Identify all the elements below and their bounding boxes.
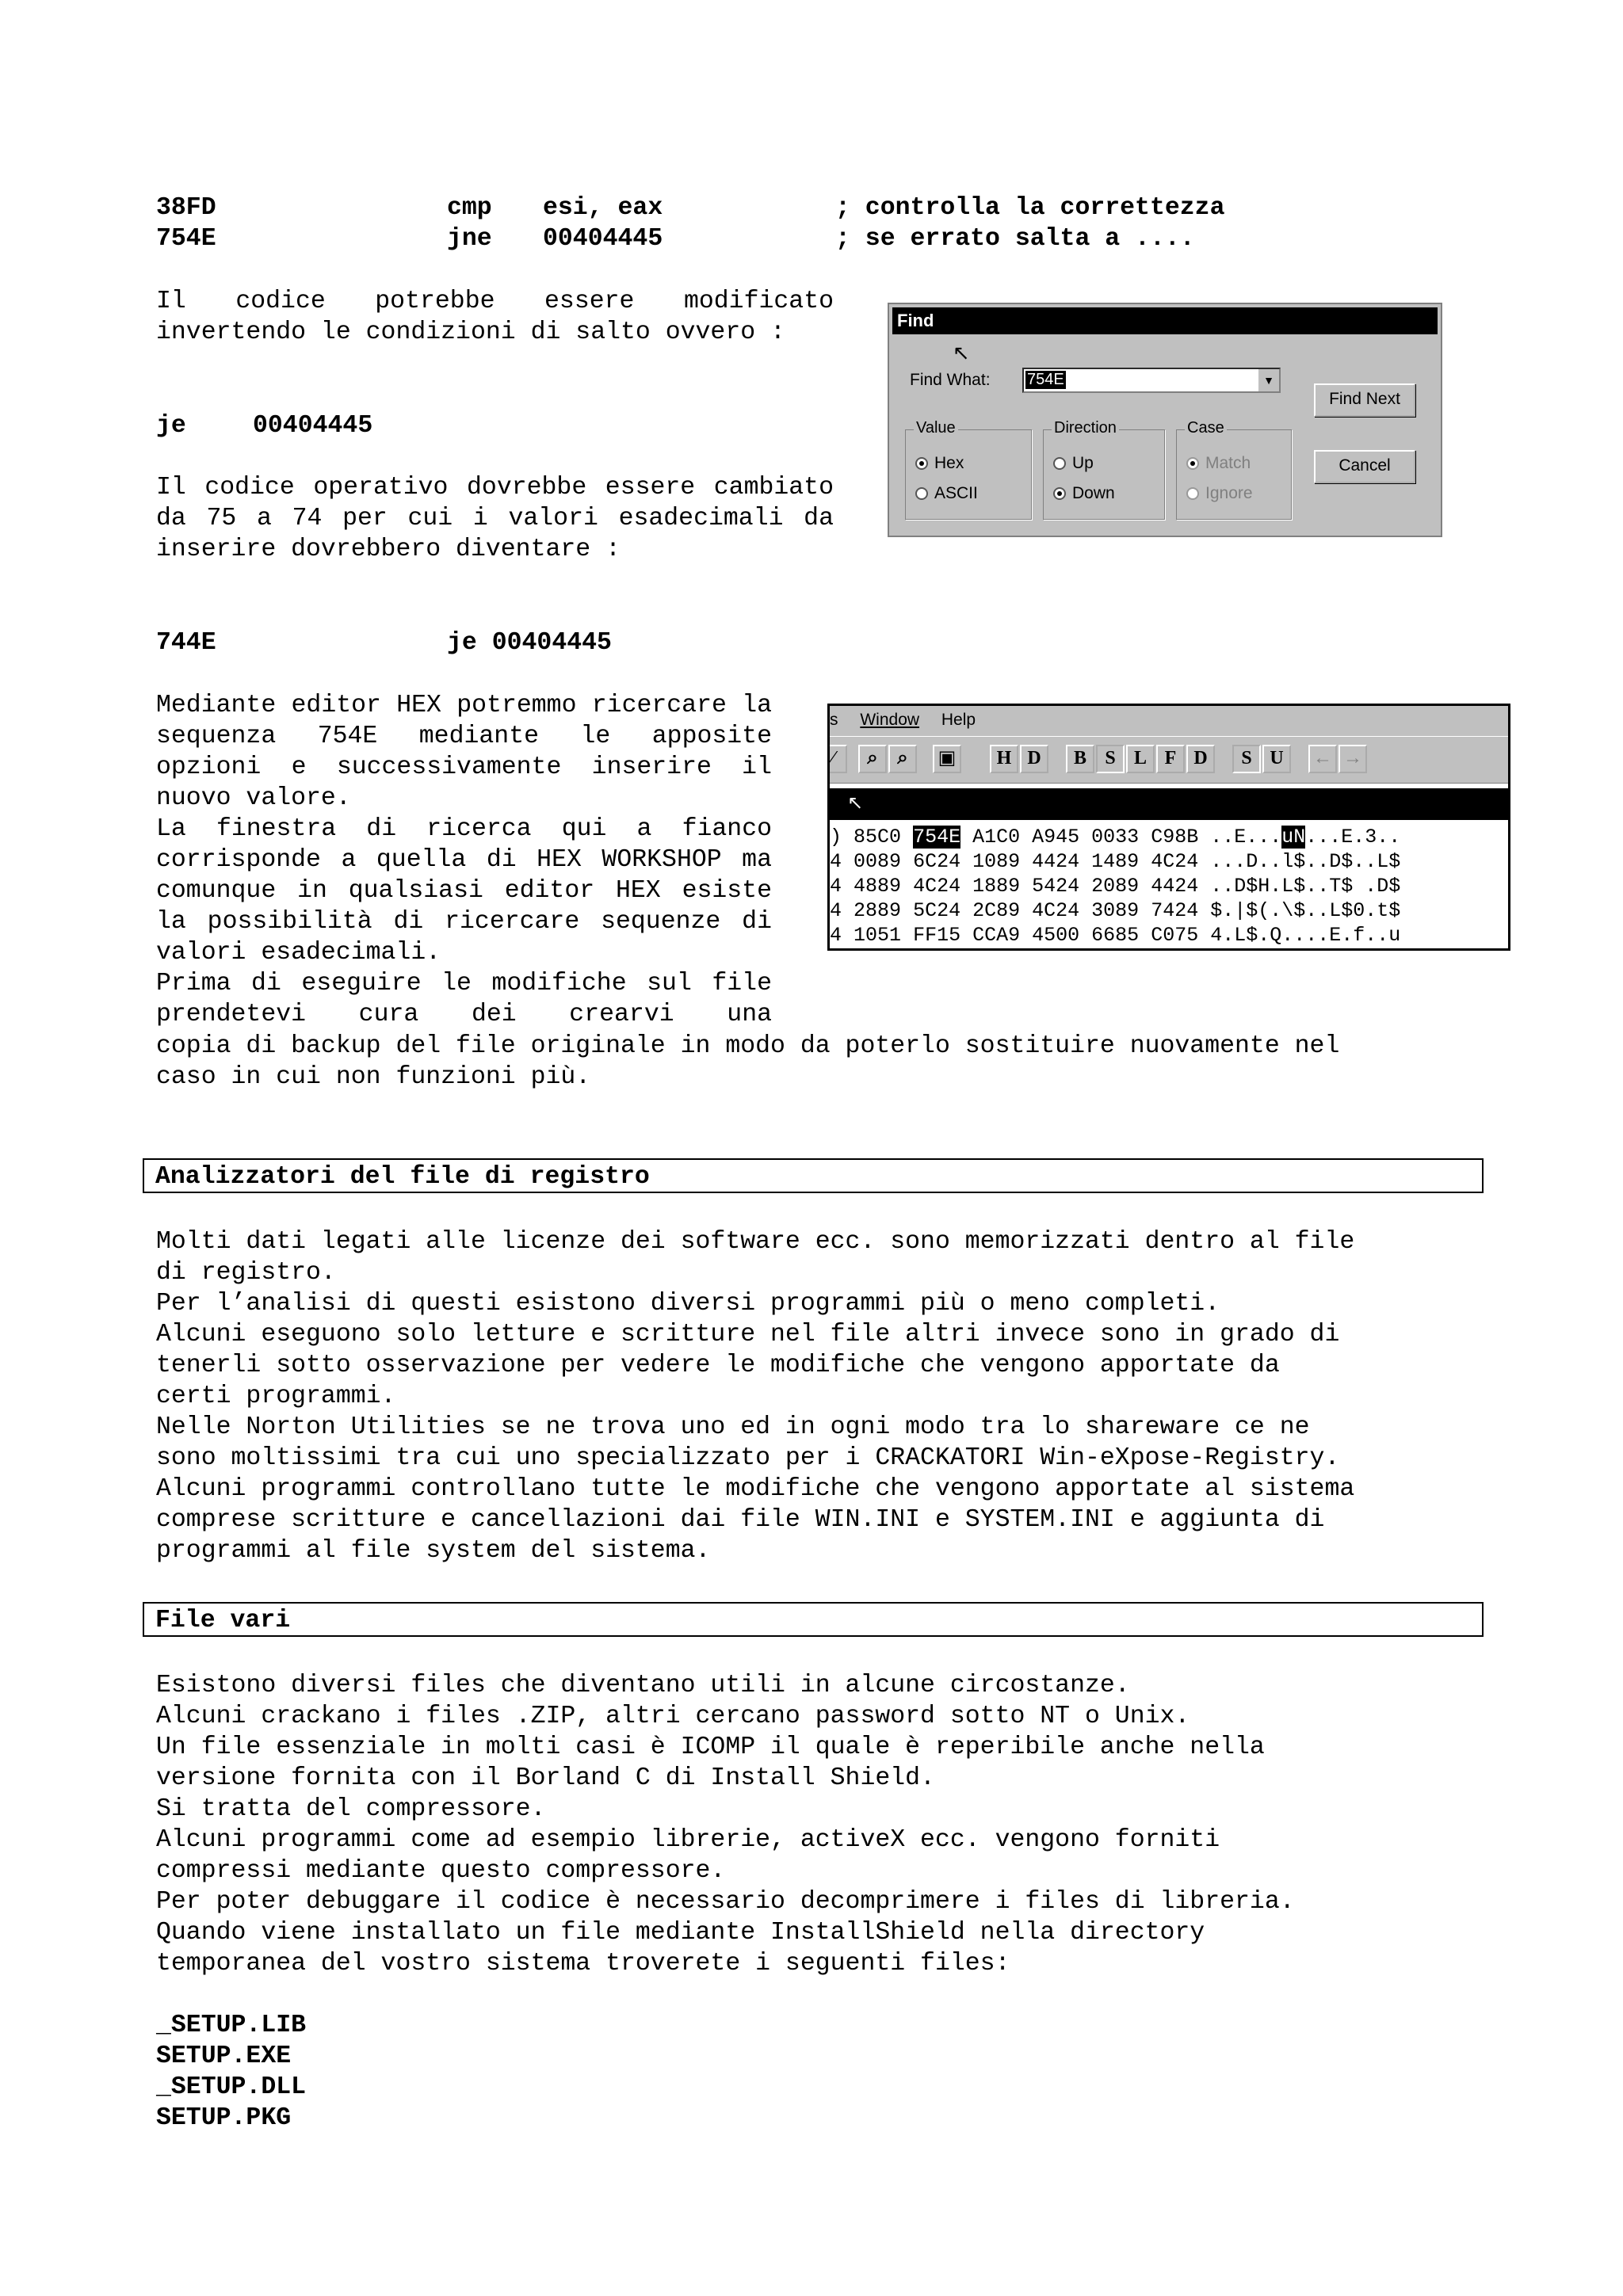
paragraph-line: certi programmi. <box>156 1383 396 1410</box>
radio-icon <box>915 457 928 470</box>
paragraph-line: versione fornita con il Borland C di Install Shield. <box>156 1764 935 1792</box>
hex-ascii[interactable]: ..E...uN...E.3.. <box>1210 826 1401 849</box>
hex-row-prefix: 4 <box>830 850 842 873</box>
hex-cell[interactable]: 1089 <box>972 850 1021 873</box>
toolbar-s2-button[interactable]: S <box>1232 745 1261 773</box>
paragraph-line: comprese scritture e cancellazioni dai file WIN.INI e SYSTEM.INI e aggiunta di <box>156 1506 1325 1534</box>
hex-ascii[interactable]: ...D..l$..D$..L$ <box>1210 850 1401 873</box>
code-args: 00404445 <box>543 225 663 253</box>
hex-cell[interactable]: FF15 <box>913 924 961 947</box>
radio-label: Ignore <box>1205 484 1253 502</box>
hex-cell[interactable]: 3089 <box>1091 899 1140 922</box>
section-header-registry <box>143 1158 1484 1193</box>
toolbar-button[interactable]: ⁄ <box>827 745 847 773</box>
paragraph-line: sono moltissimi tra cui uno specializzato per i CRACKATORI Win-eXpose-Registry. <box>156 1444 1340 1472</box>
hex-cell[interactable]: 85C0 <box>854 826 902 849</box>
paragraph-line: temporanea del vostro sistema troverete i seguenti files: <box>156 1950 1010 1978</box>
hex-cell[interactable]: 0033 <box>1091 826 1140 849</box>
code-args: 00404445 <box>253 412 373 440</box>
radio-down[interactable] <box>1053 484 1115 503</box>
setup-file-list <box>156 2010 306 2134</box>
hex-cell[interactable]: 6685 <box>1091 924 1140 947</box>
hex-row <box>830 898 1508 923</box>
paragraph-line: compressi mediante questo compressore. <box>156 1857 726 1885</box>
menu-item-help[interactable]: Help <box>941 711 976 729</box>
hex-cell[interactable]: CCA9 <box>972 924 1021 947</box>
hex-cell[interactable]: 2089 <box>1091 875 1140 898</box>
paragraph-line: Per l’analisi di questi esistono diversi programmi più o meno completi. <box>156 1290 1220 1318</box>
hex-row-prefix: ) <box>830 826 842 849</box>
hex-cell[interactable]: 4424 <box>1151 875 1199 898</box>
find-icon[interactable]: ⌕ <box>858 745 887 773</box>
radio-icon <box>1053 487 1066 500</box>
code-comment: ; controlla la correttezza <box>835 194 1225 222</box>
chevron-down-icon[interactable]: ▼ <box>1257 369 1279 391</box>
hex-cell[interactable]: C075 <box>1151 924 1199 947</box>
paragraph-line: Mediante editor HEX potremmo ricercare la sequenza 754E mediante le apposite opzioni e successivamente inserire il nuovo valore. <box>156 692 772 812</box>
hex-cell[interactable]: 6C24 <box>913 850 961 873</box>
section-files-body <box>156 1670 1295 1979</box>
hex-row <box>830 923 1508 948</box>
hex-row <box>830 825 1508 849</box>
paragraph-line: Alcuni programmi controllano tutte le modifiche che vengono apportate al sistema <box>156 1475 1355 1503</box>
toolbar-d2-button[interactable]: D <box>1186 745 1215 773</box>
case-group-label: Case <box>1185 419 1227 437</box>
paragraph-line: Alcuni programmi come ad esempio librerie, activeX ecc. vengono forniti <box>156 1826 1220 1854</box>
find-next-icon[interactable]: ⌕ <box>888 745 917 773</box>
radio-label: Down <box>1072 484 1115 502</box>
paragraph-line: Un file essenziale in molti casi è ICOMP il quale è reperibile anche nella <box>156 1733 1265 1761</box>
toolbar-u-button[interactable]: U <box>1262 745 1291 773</box>
file-name: _SETUP.DLL <box>156 2073 307 2101</box>
radio-ascii[interactable] <box>915 484 978 503</box>
hex-cell[interactable]: 7424 <box>1151 899 1199 922</box>
paragraph-line: La finestra di ricerca qui a fianco corrisponde a quella di HEX WORKSHOP ma comunque in qualsiasi editor HEX esiste la possibilità di ricercare sequenze di valori esadecimali. <box>156 815 772 967</box>
radio-label: ASCII <box>934 484 978 502</box>
menu-item-window[interactable]: Window <box>860 711 920 729</box>
section-title: Analizzatori del file di registro <box>155 1163 650 1191</box>
paragraph-line: Esistono diversi files che diventano utili in alcune circostanze. <box>156 1672 1130 1699</box>
hex-menubar <box>830 706 1508 736</box>
hex-cell[interactable]: 4889 <box>854 875 902 898</box>
section-registry-body <box>156 1226 1354 1566</box>
hex-cell[interactable]: A945 <box>1032 826 1080 849</box>
hex-cell[interactable]: 5424 <box>1032 875 1080 898</box>
hex-row-prefix: 4 <box>830 924 842 947</box>
paragraph-line: Molti dati legati alle licenze dei software ecc. sono memorizzati dentro al file <box>156 1228 1355 1256</box>
paragraph-line: programmi al file system del sistema. <box>156 1537 711 1565</box>
goto-icon[interactable]: ▣ <box>933 745 961 773</box>
paragraph-line: Alcuni eseguono solo letture e scritture nel file altri invece sono in grado di <box>156 1321 1340 1348</box>
cursor-icon: ↖ <box>953 341 970 364</box>
hex-rows <box>830 825 1508 948</box>
radio-icon <box>1186 487 1199 500</box>
file-name: SETUP.EXE <box>156 2042 292 2070</box>
hex-cell[interactable]: 1489 <box>1091 850 1140 873</box>
hex-cell[interactable]: 4C24 <box>913 875 961 898</box>
code-comment: ; se errato salta a .... <box>835 225 1195 253</box>
cursor-icon: ↖ <box>847 792 864 814</box>
radio-icon <box>1053 457 1066 470</box>
paragraph-line: tenerli sotto osservazione per vedere le modifiche che vengono apportate da <box>156 1352 1280 1379</box>
value-group <box>905 419 1032 520</box>
hex-cell[interactable]: 5C24 <box>913 899 961 922</box>
cancel-button[interactable]: Cancel <box>1314 450 1415 483</box>
case-group <box>1176 419 1292 520</box>
file-name: _SETUP.LIB <box>156 2012 307 2039</box>
toolbar-h-button[interactable]: H <box>990 745 1018 773</box>
find-what-value: 754E <box>1027 371 1064 388</box>
hex-cell[interactable]: 4424 <box>1032 850 1080 873</box>
hex-ascii[interactable]: $.|$(.\$..L$0.t$ <box>1210 899 1401 922</box>
code-args: esi, eax <box>543 194 663 222</box>
code-op: je <box>156 412 186 440</box>
hex-cell[interactable]: 1051 <box>854 924 902 947</box>
section-title: File vari <box>155 1607 291 1634</box>
hex-cell[interactable]: 4500 <box>1032 924 1080 947</box>
code-op: cmp <box>447 194 492 222</box>
hex-cell[interactable]: A1C0 <box>972 826 1021 849</box>
hex-header-bar <box>830 788 1508 820</box>
code-addr: 38FD <box>156 194 216 222</box>
radio-hex[interactable] <box>915 454 964 473</box>
paragraph-line: Per poter debuggare il codice è necessario decomprimere i files di libreria. <box>156 1888 1295 1916</box>
hex-cell[interactable]: 754E <box>913 826 961 849</box>
back-arrow-icon[interactable]: ← <box>1308 745 1337 773</box>
hex-row-prefix: 4 <box>830 899 842 922</box>
find-dialog <box>888 303 1442 537</box>
paragraph-line: Si tratta del compressore. <box>156 1795 546 1823</box>
find-next-button[interactable]: Find Next <box>1314 383 1415 417</box>
radio-label: Hex <box>934 454 964 472</box>
toolbar-f-button[interactable]: F <box>1156 745 1185 773</box>
toolbar-l-button[interactable]: L <box>1126 745 1155 773</box>
find-dialog-title: Find <box>892 307 1438 334</box>
hex-cell[interactable]: 2889 <box>854 899 902 922</box>
value-group-label: Value <box>914 419 958 437</box>
radio-up[interactable] <box>1053 454 1094 473</box>
file-name: SETUP.PKG <box>156 2104 292 2132</box>
hex-row <box>830 874 1508 898</box>
find-what-label: Find What: <box>910 371 991 389</box>
hex-cell[interactable]: 0089 <box>854 850 902 873</box>
find-what-input[interactable] <box>1022 368 1281 393</box>
hex-cell[interactable]: 4C24 <box>1151 850 1199 873</box>
radio-match[interactable] <box>1186 454 1251 473</box>
paragraph-line: copia di backup del file originale in modo da poterlo sostituire nuovamente nel <box>156 1032 1340 1060</box>
hex-row-prefix: 4 <box>830 875 842 898</box>
paragraph-line: Nelle Norton Utilities se ne trova uno ed in ogni modo tra lo shareware ce ne <box>156 1413 1310 1441</box>
menu-item[interactable]: s <box>830 711 838 729</box>
radio-icon <box>1186 457 1199 470</box>
paragraph-line: caso in cui non funzioni più. <box>156 1063 591 1091</box>
radio-ignore[interactable] <box>1186 484 1253 503</box>
hex-cell[interactable]: C98B <box>1151 826 1199 849</box>
radio-label: Match <box>1205 454 1251 472</box>
toolbar-d-button[interactable]: D <box>1020 745 1048 773</box>
paragraph-line: Prima di eseguire le modifiche sul file prendetevi cura dei crearvi una <box>156 970 772 1028</box>
hex-cell[interactable]: 4C24 <box>1032 899 1080 922</box>
code-addr: 744E <box>156 629 216 657</box>
paragraph-hex-editor <box>156 690 772 1030</box>
toolbar-s-button[interactable]: S <box>1096 745 1125 773</box>
code-op: jne <box>447 225 492 253</box>
radio-icon <box>915 487 928 500</box>
hex-cell[interactable]: 2C89 <box>972 899 1021 922</box>
hex-toolbar <box>830 736 1508 784</box>
hex-cell[interactable]: 1889 <box>972 875 1021 898</box>
direction-group-label: Direction <box>1052 419 1119 437</box>
paragraph-hex-editor-cont <box>156 1031 1339 1093</box>
section-header-files <box>143 1602 1484 1637</box>
paragraph-line: Quando viene installato un file mediante InstallShield nella directory <box>156 1919 1205 1947</box>
toolbar-b-button[interactable]: B <box>1066 745 1094 773</box>
code-instr: je 00404445 <box>447 629 612 657</box>
paragraph-invert-condition: Il codice potrebbe essere modificato invertendo le condizioni di salto ovvero : <box>156 288 834 346</box>
hex-ascii[interactable]: 4.L$.Q....E.f..u <box>1210 924 1401 947</box>
code-addr: 754E <box>156 225 216 253</box>
hex-ascii-highlight: uN <box>1281 826 1306 849</box>
paragraph-line: Alcuni crackano i files .ZIP, altri cercano password sotto NT o Unix. <box>156 1703 1190 1730</box>
hex-editor-window <box>827 704 1510 951</box>
forward-arrow-icon[interactable]: → <box>1338 745 1367 773</box>
paragraph-line: di registro. <box>156 1259 336 1287</box>
radio-label: Up <box>1072 454 1094 472</box>
hex-row <box>830 849 1508 874</box>
hex-ascii[interactable]: ..D$H.L$..T$ .D$ <box>1210 875 1401 898</box>
direction-group <box>1043 419 1165 520</box>
paragraph-opcode-change: Il codice operativo dovrebbe essere cambiato da 75 a 74 per cui i valori esadecimali da inserire dovrebbero diventare : <box>156 474 834 563</box>
